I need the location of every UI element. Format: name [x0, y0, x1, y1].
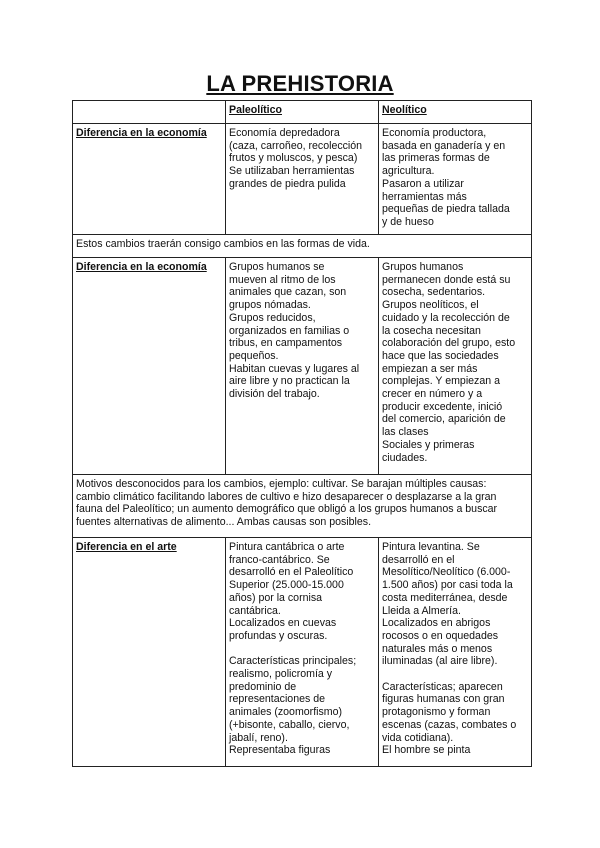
table-header-row — [73, 101, 532, 124]
neolitico-cell: Economía productora, basada en ganadería y en las primeras formas de agricultura. Pasaron a utilizar herramientas más pequeñas de piedra tallada y de hueso — [379, 124, 532, 235]
paleolitico-cell: Grupos humanos se mueven al ritmo de los animales que cazan, son grupos nómadas. Grupos reducidos, organizados en familias o tribus, en campamentos pequeños. Habitan cuevas y lugares al aire libre y no practican la división del trabajo. — [226, 258, 379, 475]
table-row — [73, 538, 532, 767]
note-cell: Estos cambios traerán consigo cambios en las formas de vida. — [73, 235, 532, 258]
row-label: Diferencia en el arte — [73, 538, 226, 767]
paleolitico-cell: Economía depredadora (caza, carroñeo, recolección frutos y moluscos, y pesca) Se utilizaban herramientas grandes de piedra pulida — [226, 124, 379, 235]
page-title: LA PREHISTORIA — [206, 71, 394, 96]
table-row — [73, 258, 532, 475]
row-label: Diferencia en la economía — [73, 124, 226, 235]
table-note-row — [73, 235, 532, 258]
table-row — [73, 124, 532, 235]
neolitico-cell: Pintura levantina. Se desarrolló en el Mesolítico/Neolítico (6.000- 1.500 años) por casi toda la costa mediterránea, desde Lleida a Almería. Localizados en abrigos rocosos o en oquedades naturales más o menos iluminadas (al aire libre). Características; aparecen figuras humanas con gran protagonismo y forman escenas (cazas, combates o vida cotidiana). El hombre se pinta — [379, 538, 532, 767]
note-cell: Motivos desconocidos para los cambios, ejemplo: cultivar. Se barajan múltiples causas: cambio climático facilitando labores de cultivo e hizo desaparecer o desplazarse a la gran fauna del Paleolítico; un aumento demográfico que obligó a los grupos humanos a buscar fuentes alternativas de alimento... Ambas causas son posibles. — [73, 475, 532, 538]
paleolitico-cell: Pintura cantábrica o arte franco-cantábrico. Se desarrolló en el Paleolítico Superior (25.000-15.000 años) por la cornisa cantábrica. Localizados en cuevas profundas y oscuras. Características principales; realismo, policromía y predominio de representaciones de animales (zoomorfismo) (+bisonte, caballo, ciervo, jabalí, reno). Representaba figuras — [226, 538, 379, 767]
header-empty-cell — [73, 101, 226, 124]
prehistory-table — [72, 100, 532, 767]
table-note-row — [73, 475, 532, 538]
neolitico-cell: Grupos humanos permanecen donde está su cosecha, sedentarios. Grupos neolíticos, el cuidado y la recolección de la cosecha necesitan colaboración del grupo, esto hace que las sociedades empiezan a ser más complejas. Y empiezan a crecer en número y a producir excedente, inició del comercio, aparición de las clases Sociales y primeras ciudades. — [379, 258, 532, 475]
header-paleolitico: Paleolítico — [226, 101, 379, 124]
header-neolitico: Neolítico — [379, 101, 532, 124]
row-label: Diferencia en la economía — [73, 258, 226, 475]
